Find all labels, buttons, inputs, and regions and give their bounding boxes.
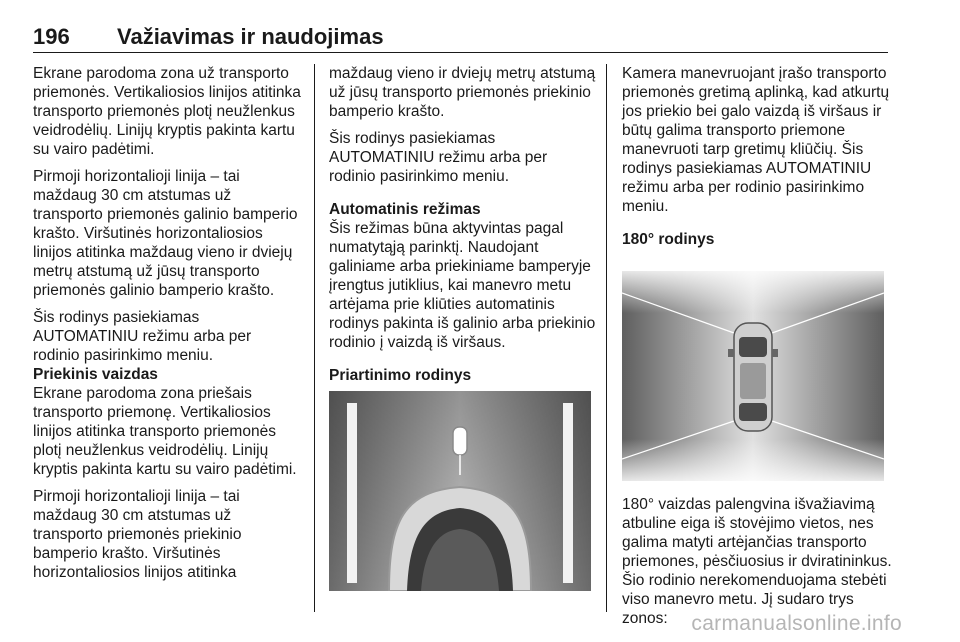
text-column-2 [329, 64, 597, 591]
column-divider-2 [606, 64, 607, 612]
section-heading-front-view: Priekinis vaizdas [33, 366, 158, 383]
section-heading-zoom-view: Priartinimo rodinys [329, 367, 472, 384]
paragraph: Pirmoji horizontalioji linija – tai maždaug 30 cm atstumas už transporto priemonės galinio bamperio krašto. Viršutinės horizontaliosios linijos atitinka maždaug vieno ir dviejų metrų atstumą už jūsų transporto priemonės galinio bamperio krašto. [33, 168, 298, 299]
paragraph: maždaug vieno ir dviejų metrų atstumą už jūsų transporto priemonės priekinio bamperio krašto. [329, 65, 596, 120]
paragraph: Ekrane parodoma zona už transporto priemonės. Vertikaliosios linijos atitinka transporto priemonės plotį neužlenkus veidrodėlių. Linijų kryptis pakinta kartu su vairo padėtimi. [33, 65, 301, 158]
paragraph: Pirmoji horizontalioji linija – tai maždaug 30 cm atstumas už transporto priemonės priekinio bamperio krašto. Viršutinės horizontaliosios linijos atitinka [33, 488, 242, 581]
180-view-illustration [622, 271, 884, 481]
chapter-title: Važiavimas ir naudojimas [117, 24, 384, 49]
paragraph: Šis režimas būna aktyvintas pagal numatytąją parinktį. Naudojant galiniame arba priekiniame bamperyje įrengtus jutiklius, kai manevro metu artėjama prie kliūties automatinis rodinys pakinta iš galinio arba priekinio rodinio į vaizdą iš viršaus. [329, 220, 596, 351]
text-column-3 [622, 64, 894, 636]
paragraph: Šis rodinys pasiekiamas AUTOMATINIU režimu arba per rodinio pasirinkimo meniu. [329, 130, 548, 185]
paragraph: Kamera manevruojant įrašo transporto priemonės gretimą aplinką, kad atkurtų jos priekio bei galo vaizdą iš viršaus ir būtų galima transporto priemone manevruoti tarp gretimų kliūčių. Šis rodinys pasiekiamas AUTOMATINIU režimu arba per rodinio pasirinkimo meniu. [622, 65, 890, 215]
paragraph: 180° vaizdas palengvina išvažiavimą atbuline eiga iš stovėjimo vietos, nes galima matyti artėjančias transporto priemones, pėsčiuosius ir dviratininkus. Šio rodinio nerekomenduojama stebėti viso manevro metu. Jį sudaro trys zonos: [622, 496, 892, 627]
text-column-1 [33, 64, 301, 590]
paragraph: Ekrane parodoma zona priešais transporto priemonę. Vertikaliosios linijos atitinka transporto priemonės plotį neužlenkus veidrodėlių. Linijų kryptis pakinta kartu su vairo padėtimi. [33, 385, 297, 478]
column-divider-1 [314, 64, 315, 612]
section-heading-automatic-mode: Automatinis režimas [329, 201, 481, 218]
page-header [33, 24, 888, 53]
section-heading-180-view: 180° rodinys [622, 231, 715, 248]
watermark: carmanualsonline.info [691, 612, 902, 635]
page-number: 196 [33, 24, 70, 49]
zoom-view-illustration [329, 391, 591, 591]
paragraph: Šis rodinys pasiekiamas AUTOMATINIU režimu arba per rodinio pasirinkimo meniu. [33, 309, 252, 364]
